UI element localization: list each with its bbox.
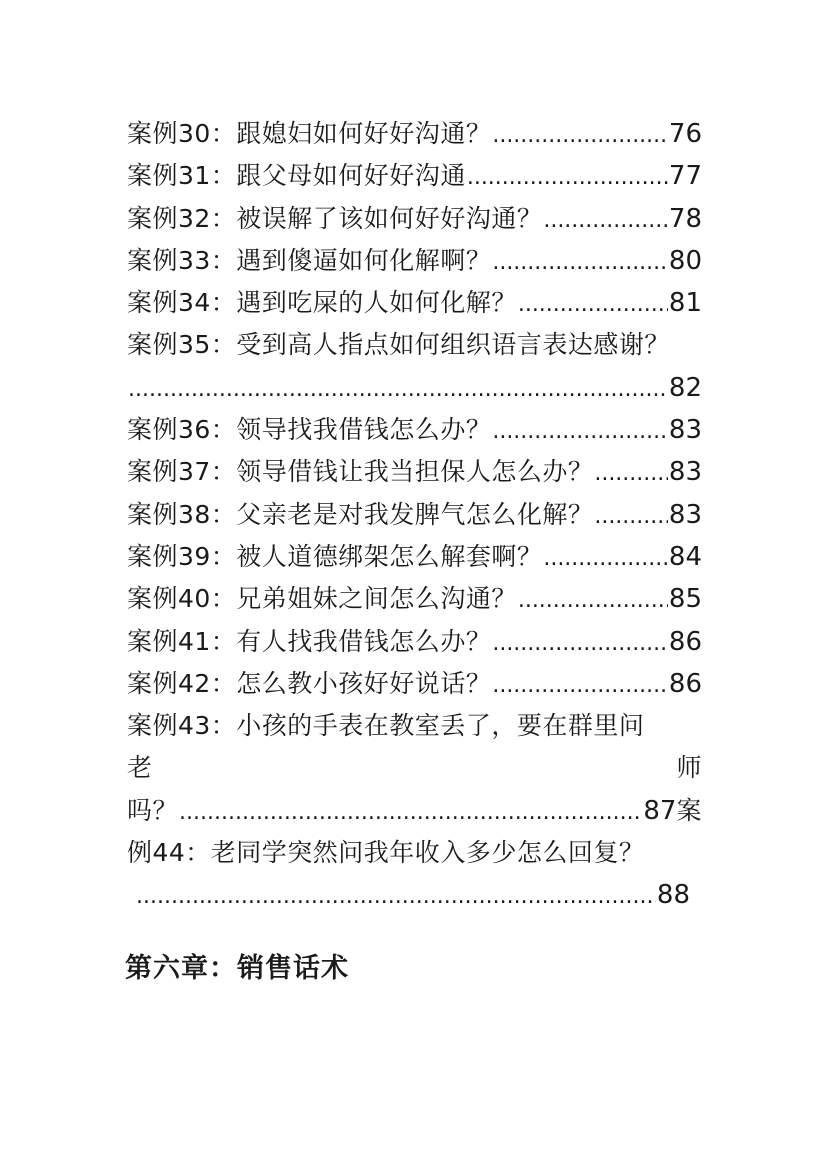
toc-page-number: 82 [668, 372, 702, 403]
toc-page-number: 86 [668, 626, 702, 657]
toc-entry-42[interactable] [127, 663, 702, 705]
toc-page-number: 85 [668, 584, 702, 615]
toc-entry-title: 案例33：遇到傻逼如何化解啊？ [127, 245, 492, 275]
toc-leader-dots [179, 792, 642, 832]
toc-entry-title: 案例39：被人道德绑架怎么解套啊？ [127, 541, 543, 571]
toc-entry-title: 案例43：小孩的手表在教室丢了，要在群里问 [127, 711, 645, 741]
toc-leader-dots [518, 284, 668, 324]
toc-entry-title-fragment: 吗？ [127, 795, 179, 825]
toc-entry-34[interactable] [127, 282, 702, 324]
toc-entry-title: 案例32：被误解了该如何好好沟通？ [127, 203, 543, 233]
toc-entry-44-title[interactable] [127, 832, 702, 874]
toc-page-number: 88 [656, 880, 690, 911]
toc-entry-35-leader[interactable] [127, 367, 702, 409]
toc-leader-dots [128, 369, 668, 409]
toc-entry-33[interactable] [127, 240, 702, 282]
toc-leader-dots [492, 411, 668, 451]
toc-entry-38[interactable] [127, 494, 702, 536]
toc-leader-dots [136, 876, 656, 916]
toc-entry-39[interactable] [127, 536, 702, 578]
toc-leader-dots [543, 200, 668, 240]
toc-page-number: 76 [668, 119, 702, 149]
toc-page-number: 81 [668, 288, 702, 319]
toc-page-number: 77 [668, 161, 702, 192]
toc-leader-dots [543, 538, 668, 578]
toc-entry-title: 案例36：领导找我借钱怎么办？ [127, 415, 492, 445]
toc-entry-36[interactable] [127, 409, 702, 451]
toc-entry-title-fragment: 老 [127, 753, 153, 783]
toc-page-number: 86 [668, 668, 702, 699]
toc-entry-32[interactable] [127, 198, 702, 240]
toc-entry-43-line3[interactable] [127, 790, 702, 832]
toc-entry-title: 案例38：父亲老是对我发脾气怎么化解？ [127, 499, 594, 529]
toc-entry-title: 案例30：跟媳妇如何好好沟通？ [127, 119, 492, 148]
toc-entry-title-fragment: 案 [676, 795, 702, 825]
toc-entry-41[interactable] [127, 621, 702, 663]
toc-entry-title: 案例41：有人找我借钱怎么办？ [127, 626, 492, 656]
toc-page-number: 84 [668, 541, 702, 572]
toc-entry-title-fragment: 师 [676, 753, 702, 783]
toc-entry-title: 案例37：领导借钱让我当担保人怎么办？ [127, 457, 594, 487]
toc-entry-43-line1[interactable] [127, 705, 702, 747]
toc-leader-dots [492, 623, 668, 663]
toc-page-number: 83 [668, 499, 702, 530]
toc-entry-44-leader[interactable] [127, 874, 702, 916]
table-of-contents [127, 113, 702, 917]
toc-page-number: 78 [668, 203, 702, 234]
chapter-heading[interactable]: 第六章：销售话术 [125, 953, 349, 984]
toc-page-number: 87 [643, 795, 677, 826]
toc-leader-dots [492, 115, 668, 155]
toc-leader-dots [594, 453, 668, 493]
toc-leader-dots [594, 496, 668, 536]
toc-entry-title: 案例31：跟父母如何好好沟通 [127, 161, 466, 191]
toc-leader-dots [518, 580, 668, 620]
toc-leader-dots [492, 242, 668, 282]
toc-entry-43-line2[interactable] [127, 747, 702, 789]
toc-entry-title: 案例42：怎么教小孩好好说话？ [127, 668, 492, 698]
toc-entry-title: 案例35：受到高人指点如何组织语言表达感谢？ [127, 330, 670, 360]
toc-page-number: 80 [668, 245, 702, 276]
toc-entry-30[interactable] [127, 113, 702, 155]
toc-entry-35-title[interactable] [127, 324, 702, 366]
toc-leader-dots [467, 157, 668, 197]
toc-entry-31[interactable] [127, 155, 702, 197]
toc-entry-40[interactable] [127, 578, 702, 620]
toc-page-number: 83 [668, 457, 702, 488]
toc-page-number: 83 [668, 415, 702, 446]
toc-entry-title: 案例34：遇到吃屎的人如何化解？ [127, 288, 517, 318]
toc-entry-title: 案例40：兄弟姐妹之间怎么沟通？ [127, 584, 517, 614]
toc-entry-title: 例44：老同学突然问我年收入多少怎么回复？ [127, 838, 645, 868]
toc-entry-37[interactable] [127, 451, 702, 493]
toc-leader-dots [492, 665, 668, 705]
